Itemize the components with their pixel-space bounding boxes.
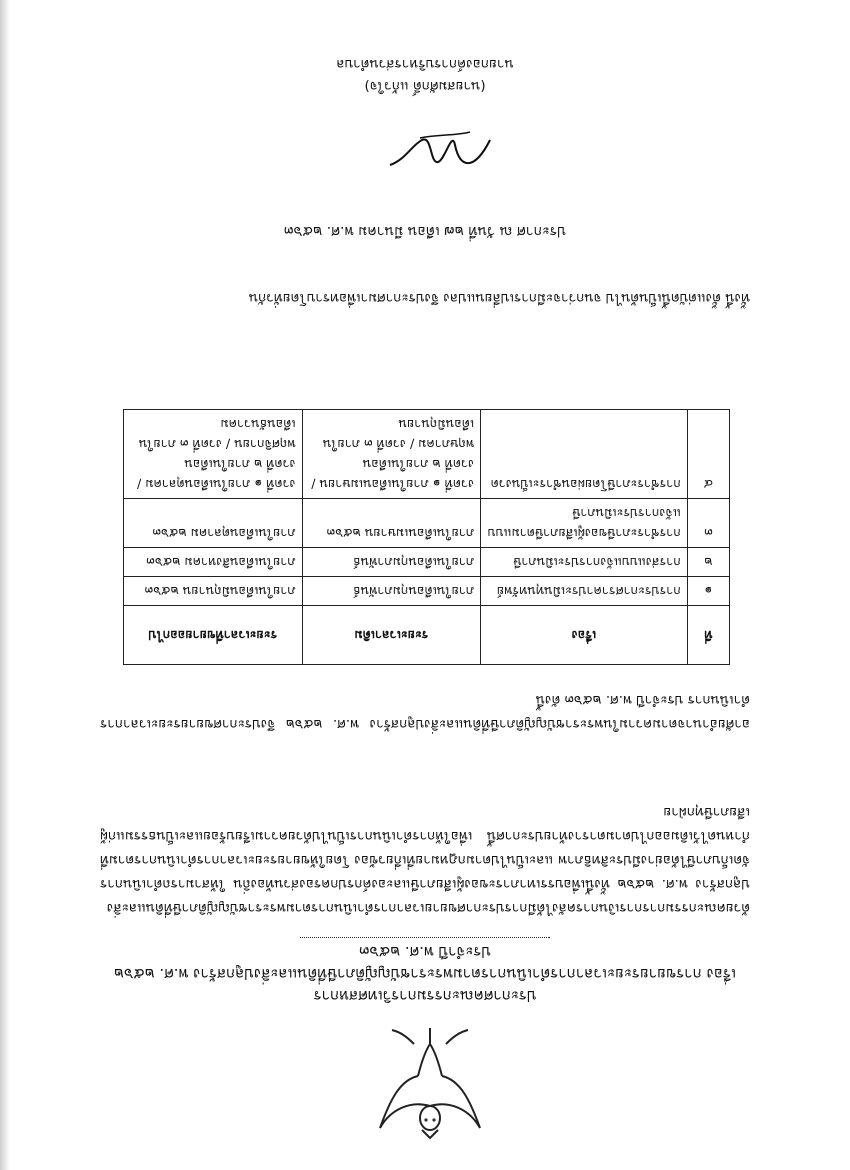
table-header-item: เรื่อง bbox=[481, 606, 688, 665]
garuda-emblem-icon bbox=[370, 1022, 490, 1140]
row-new: งวดที่ ๑ ภายในเดือนตุลาคม / งวดที่ ๒ ภายในเดือนพฤศจิกายน / งวดที่ ๓ ภายในเดือนธันวาคม bbox=[124, 410, 303, 499]
signature-name: (นายสมศักดิ์ แก้วใจ) bbox=[364, 78, 486, 94]
row-new: ภายในเดือนสิงหาคม ๒๕๖๓ bbox=[124, 548, 303, 577]
row-no: ๔ bbox=[687, 410, 729, 499]
table-header-new: ระยะเวลาที่ขยายออกไป bbox=[124, 606, 303, 665]
row-old: งวดที่ ๑ ภายในเดือนเมษายน / งวดที่ ๒ ภายในเดือนพฤษภาคม / งวดที่ ๓ ภายในเดือนมิถุนายน bbox=[302, 410, 480, 499]
table-header-old: ระยะเวลาเดิม bbox=[302, 606, 480, 665]
heading-line-2: เรื่อง การขยายระยะเวลาการดำเนินการตามพระราชบัญญัติภาษีที่ดินและสิ่งปลูกสร้าง พ.ศ. ๒๕๖๒ bbox=[113, 965, 737, 983]
row-no: ๒ bbox=[687, 548, 729, 577]
signature-icon bbox=[380, 120, 500, 180]
table-row bbox=[124, 577, 730, 606]
given-date: ประกาศ ณ วันที่ ๒๗ เดือน มีนาคม พ.ศ. ๒๕๖๓ bbox=[283, 223, 567, 239]
row-old: ภายในเดือนเมษายน ๒๕๖๓ bbox=[302, 499, 480, 548]
row-item: การชำระภาษีของผู้เสียภาษีตามแบบแจ้งการประเมินภาษี bbox=[481, 499, 688, 548]
paragraph-2: อาศัยอำนาจตามความในพระราชบัญญัติภาษีที่ดินและสิ่งปลูกสร้าง พ.ศ. ๒๕๖๒ จึงประกาศขยายระยะเวลาการดำเนินการ ประจำปี พ.ศ. ๒๕๖๓ ดังนี้ bbox=[100, 692, 750, 732]
table-row bbox=[124, 410, 730, 499]
heading-line-1: ประกาศคณะกรรมการวิเทศสหการ bbox=[313, 987, 537, 1005]
row-item: การชำระภาษีโดยผ่อนชำระเป็นงวด bbox=[481, 410, 688, 499]
paragraph-1: ด้วยคณะกรรมการการเงินการคลังได้มีการประกาศขยายเวลาการดำเนินการตามพระราชบัญญัติภาษีที่ดินและสิ่งปลูกสร้าง พ.ศ. ๒๕๖๒ ทั้งนี้เพื่อบรรเทาภาระของผู้เสียภาษีและองค์กรปกครองส่วนท้องถิ่น ให้สามารถดำเนินการจัดเก็บภาษีได้อย่างมีประสิทธิภาพ และเป็นไปตามกฎหมายที่เกี่ยวข้อง โดยให้ขยายระยะเวลาการดำเนินการตามที่กำหนดไว้เดิมออกไปตามตารางท้ายประกาศนี้ เพื่อให้การดำเนินการเป็นไปด้วยความเรียบร้อยและเป็นธรรมแก่ผู้เสียภาษีทุกฝ่าย bbox=[100, 804, 750, 916]
heading-line-3: ประจำปี พ.ศ. ๒๕๖๓ bbox=[359, 943, 491, 961]
paragraph-3: ทั้งนี้ ตั้งแต่บัดนี้เป็นต้นไป จนกว่าจะมีการเปลี่ยนแปลง จึงประกาศมาเพื่อทราบโดยทั่วกัน bbox=[248, 290, 750, 306]
table-row bbox=[124, 548, 730, 577]
row-item: การส่งแบบแจ้งการประเมินภาษี bbox=[481, 548, 688, 577]
row-no: ๑ bbox=[687, 577, 729, 606]
row-new: ภายในเดือนตุลาคม ๒๕๖๓ bbox=[124, 499, 303, 548]
signature-position: นายกองค์การบริหารส่วนตำบล bbox=[336, 56, 514, 72]
schedule-table bbox=[123, 409, 730, 665]
row-no: ๓ bbox=[687, 499, 729, 548]
dotted-divider bbox=[300, 937, 550, 938]
row-old: ภายในเดือนกุมภาพันธ์ bbox=[302, 548, 480, 577]
table-row bbox=[124, 499, 730, 548]
table-header-no: ที่ bbox=[687, 606, 729, 665]
row-item: การประกาศราคาประเมินทุนทรัพย์ bbox=[481, 577, 688, 606]
row-old: ภายในเดือนกุมภาพันธ์ bbox=[302, 577, 480, 606]
row-new: ภายในเดือนมิถุนายน ๒๕๖๓ bbox=[124, 577, 303, 606]
